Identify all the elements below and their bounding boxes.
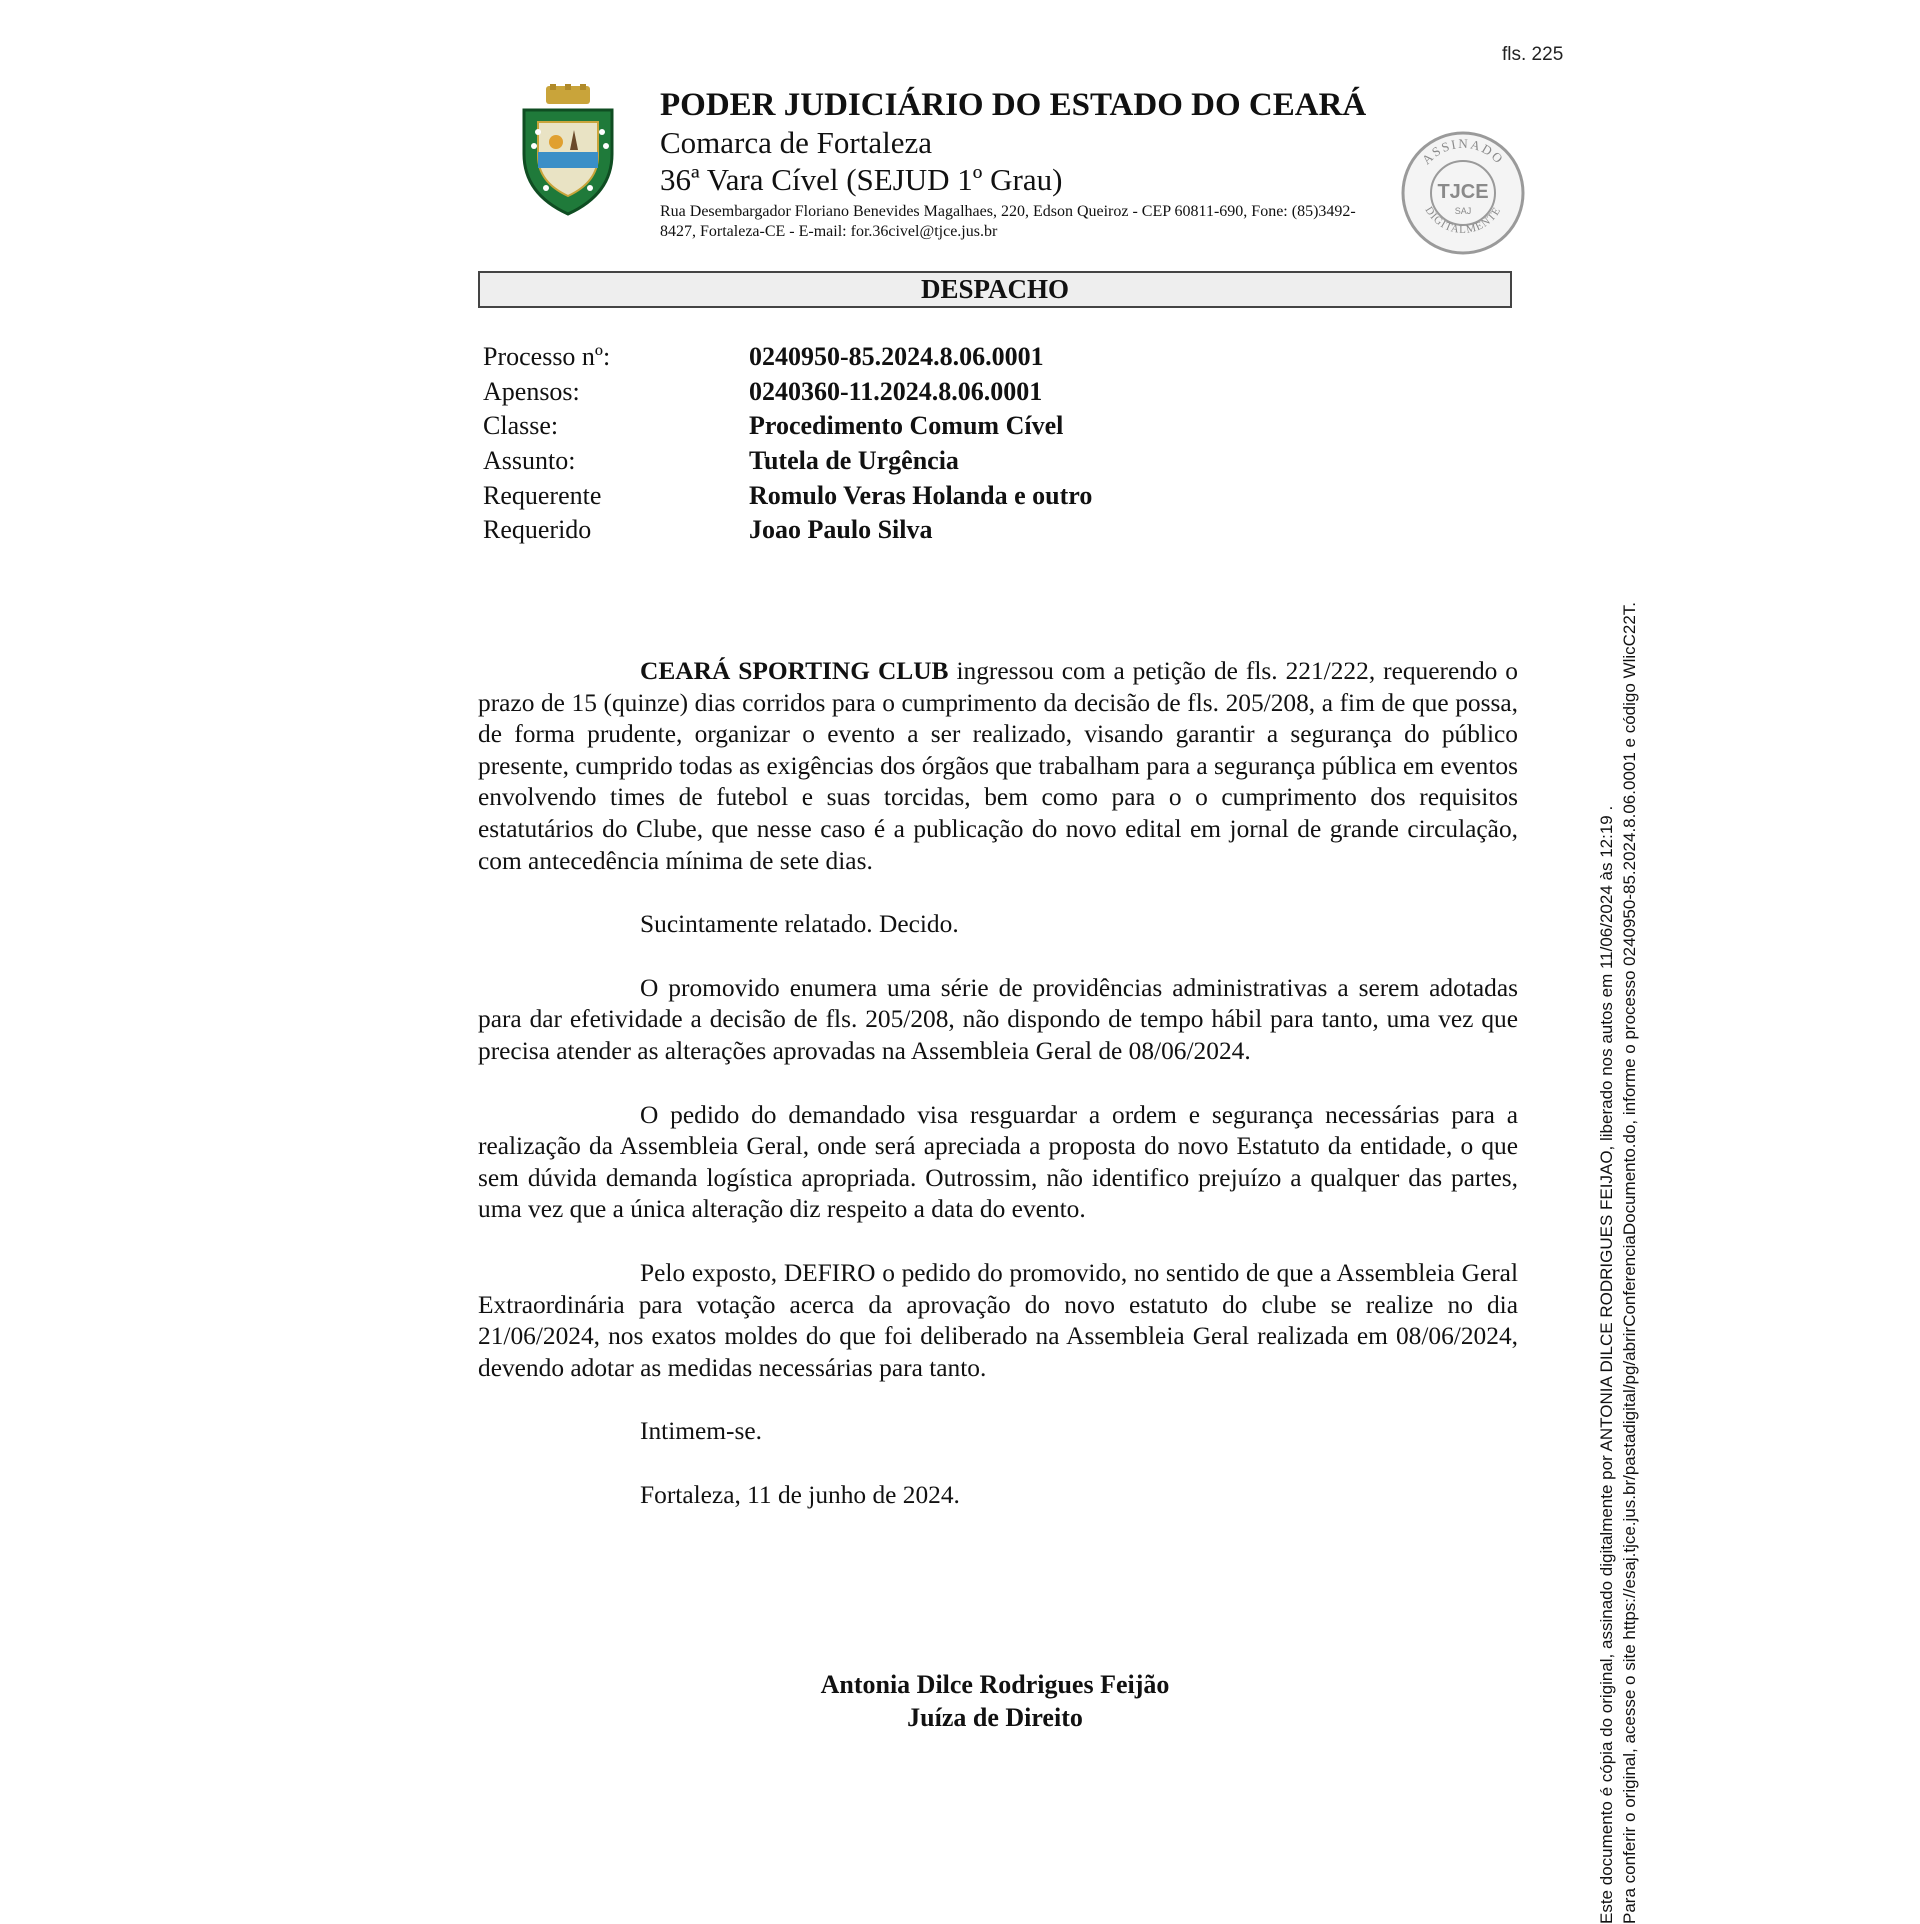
side-note-line-1: Este documento é cópia do original, assinado digitalmente por ANTONIA DILCE RODRIGUES FEIJAO, liberado nos autos em 11/06/2024 às 12:19 . (1597, 805, 1616, 1924)
digital-signature-seal (1400, 130, 1526, 256)
case-info-row (483, 478, 1092, 513)
case-info-row (483, 444, 1092, 479)
club-name: CEARÁ SPORTING CLUB (640, 657, 949, 685)
judge-name: Antonia Dilce Rodrigues Feijão (820, 1670, 1170, 1699)
court-address: Rua Desembargador Floriano Benevides Magalhaes, 220, Edson Queiroz - CEP 60811-690, Fone: (85)3492-8427, Fortaleza-CE - E-mail: for.36civel@tjce.jus.br (660, 203, 1356, 240)
case-info-label: Processo nº: (483, 342, 611, 372)
page-number: fls. 225 (1502, 44, 1564, 65)
case-info-label: Requerente (483, 480, 602, 510)
case-info-row (483, 409, 1092, 444)
case-info-row (483, 340, 1092, 375)
judge-role: Juíza de Direito (907, 1703, 1083, 1732)
seal-small-text: SAJ (1454, 206, 1472, 216)
paragraph-measures: O promovido enumera uma série de providências administrativas a serem adotadas para dar efetividade a decisão de fls. 205/208, não dispondo de tempo hábil para tanto, uma vez que precisa atender as alterações aprovadas na Assembleia Geral de 08/06/2024. (478, 973, 1518, 1065)
side-verification-note (1595, 304, 1641, 1924)
vara-line: 36ª Vara Cível (SEJUD 1º Grau) (660, 162, 1063, 197)
paragraph-date: Fortaleza, 11 de junho de 2024. (640, 1480, 960, 1509)
paragraph-request: O pedido do demandado visa resguardar a ordem e segurança necessárias para a realização da Assembleia Geral, onde será apreciada a proposta do novo Estatuto da entidade, o que sem dúvida demanda logística apropriada. Outrossim, não identifico prejuízo a qualquer das partes, uma vez que a única alteração diz respeito a data do evento. (478, 1100, 1518, 1224)
case-info-row (483, 375, 1092, 410)
case-info-value: 0240360-11.2024.8.06.0001 (749, 376, 1043, 406)
case-info-value: Joao Paulo Silva (749, 515, 933, 545)
seal-bottom-text: DIGITALMENTE (1422, 204, 1504, 236)
case-info-value: 0240950-85.2024.8.06.0001 (749, 342, 1044, 372)
case-info-value: Tutela de Urgência (749, 446, 959, 476)
case-info-label: Assunto: (483, 446, 576, 476)
paragraph-intimation: Intimem-se. (640, 1417, 762, 1446)
case-info-label: Requerido (483, 515, 592, 545)
case-info-value: Romulo Veras Holanda e outro (749, 480, 1093, 510)
side-note-line-2: Para conferir o original, acesse o site https://esaj.tjce.jus.br/pastadigital/pg/abrirConferenciaDocumento.do, informe o processo 0240950-85.2024.8.06.0001 e código WlicC22T. (1620, 601, 1639, 1924)
document-body (478, 656, 1518, 1543)
paragraph-decision: Pelo exposto, DEFIRO o pedido do promovido, no sentido de que a Assembleia Geral Extraordinária para votação acerca da aprovação do novo estatuto do clube se realize no dia 21/06/2024, nos exatos moldes do que foi deliberado na Assembleia Geral realizada em 08/06/2024, devendo adotar as medidas necessárias para tanto. (478, 1258, 1518, 1382)
signature-block (770, 1668, 1220, 1734)
paragraph-petition-text: ingressou com a petição de fls. 221/222, requerendo o prazo de 15 (quinze) dias corridos para o cumprimento da decisão de fls. 205/208, a fim de que possa, de forma prudente, organizar o evento a ser realizado, visando garantir a segurança do público presente, cumprido todas as exigências dos órgãos que trabalham para a segurança pública em eventos envolvendo times de futebol e suas torcidas, bem como para o o cumprimento dos requisitos estatutários do Clube, que nesse caso é a publicação do novo edital em jornal de grande circulação, com antecedência mínima de sete dias. (478, 657, 1518, 875)
court-header (660, 86, 1380, 242)
case-info-label: Classe: (483, 411, 559, 441)
paragraph-report: Sucintamente relatado. Decido. (640, 910, 959, 939)
case-info-row (483, 513, 1092, 548)
seal-top-text: ASSINADO (1418, 135, 1508, 168)
ceara-coat-of-arms-logo (516, 84, 620, 216)
case-info-value: Procedimento Comum Cível (749, 411, 1064, 441)
document-type-title: DESPACHO (478, 271, 1512, 308)
paragraph-petition (478, 656, 1518, 877)
court-title: PODER JUDICIÁRIO DO ESTADO DO CEARÁ (660, 87, 1367, 123)
seal-center-text: TJCE (1437, 181, 1489, 203)
case-info-table (483, 340, 1092, 548)
comarca-line: Comarca de Fortaleza (660, 125, 932, 160)
case-info-label: Apensos: (483, 376, 580, 406)
